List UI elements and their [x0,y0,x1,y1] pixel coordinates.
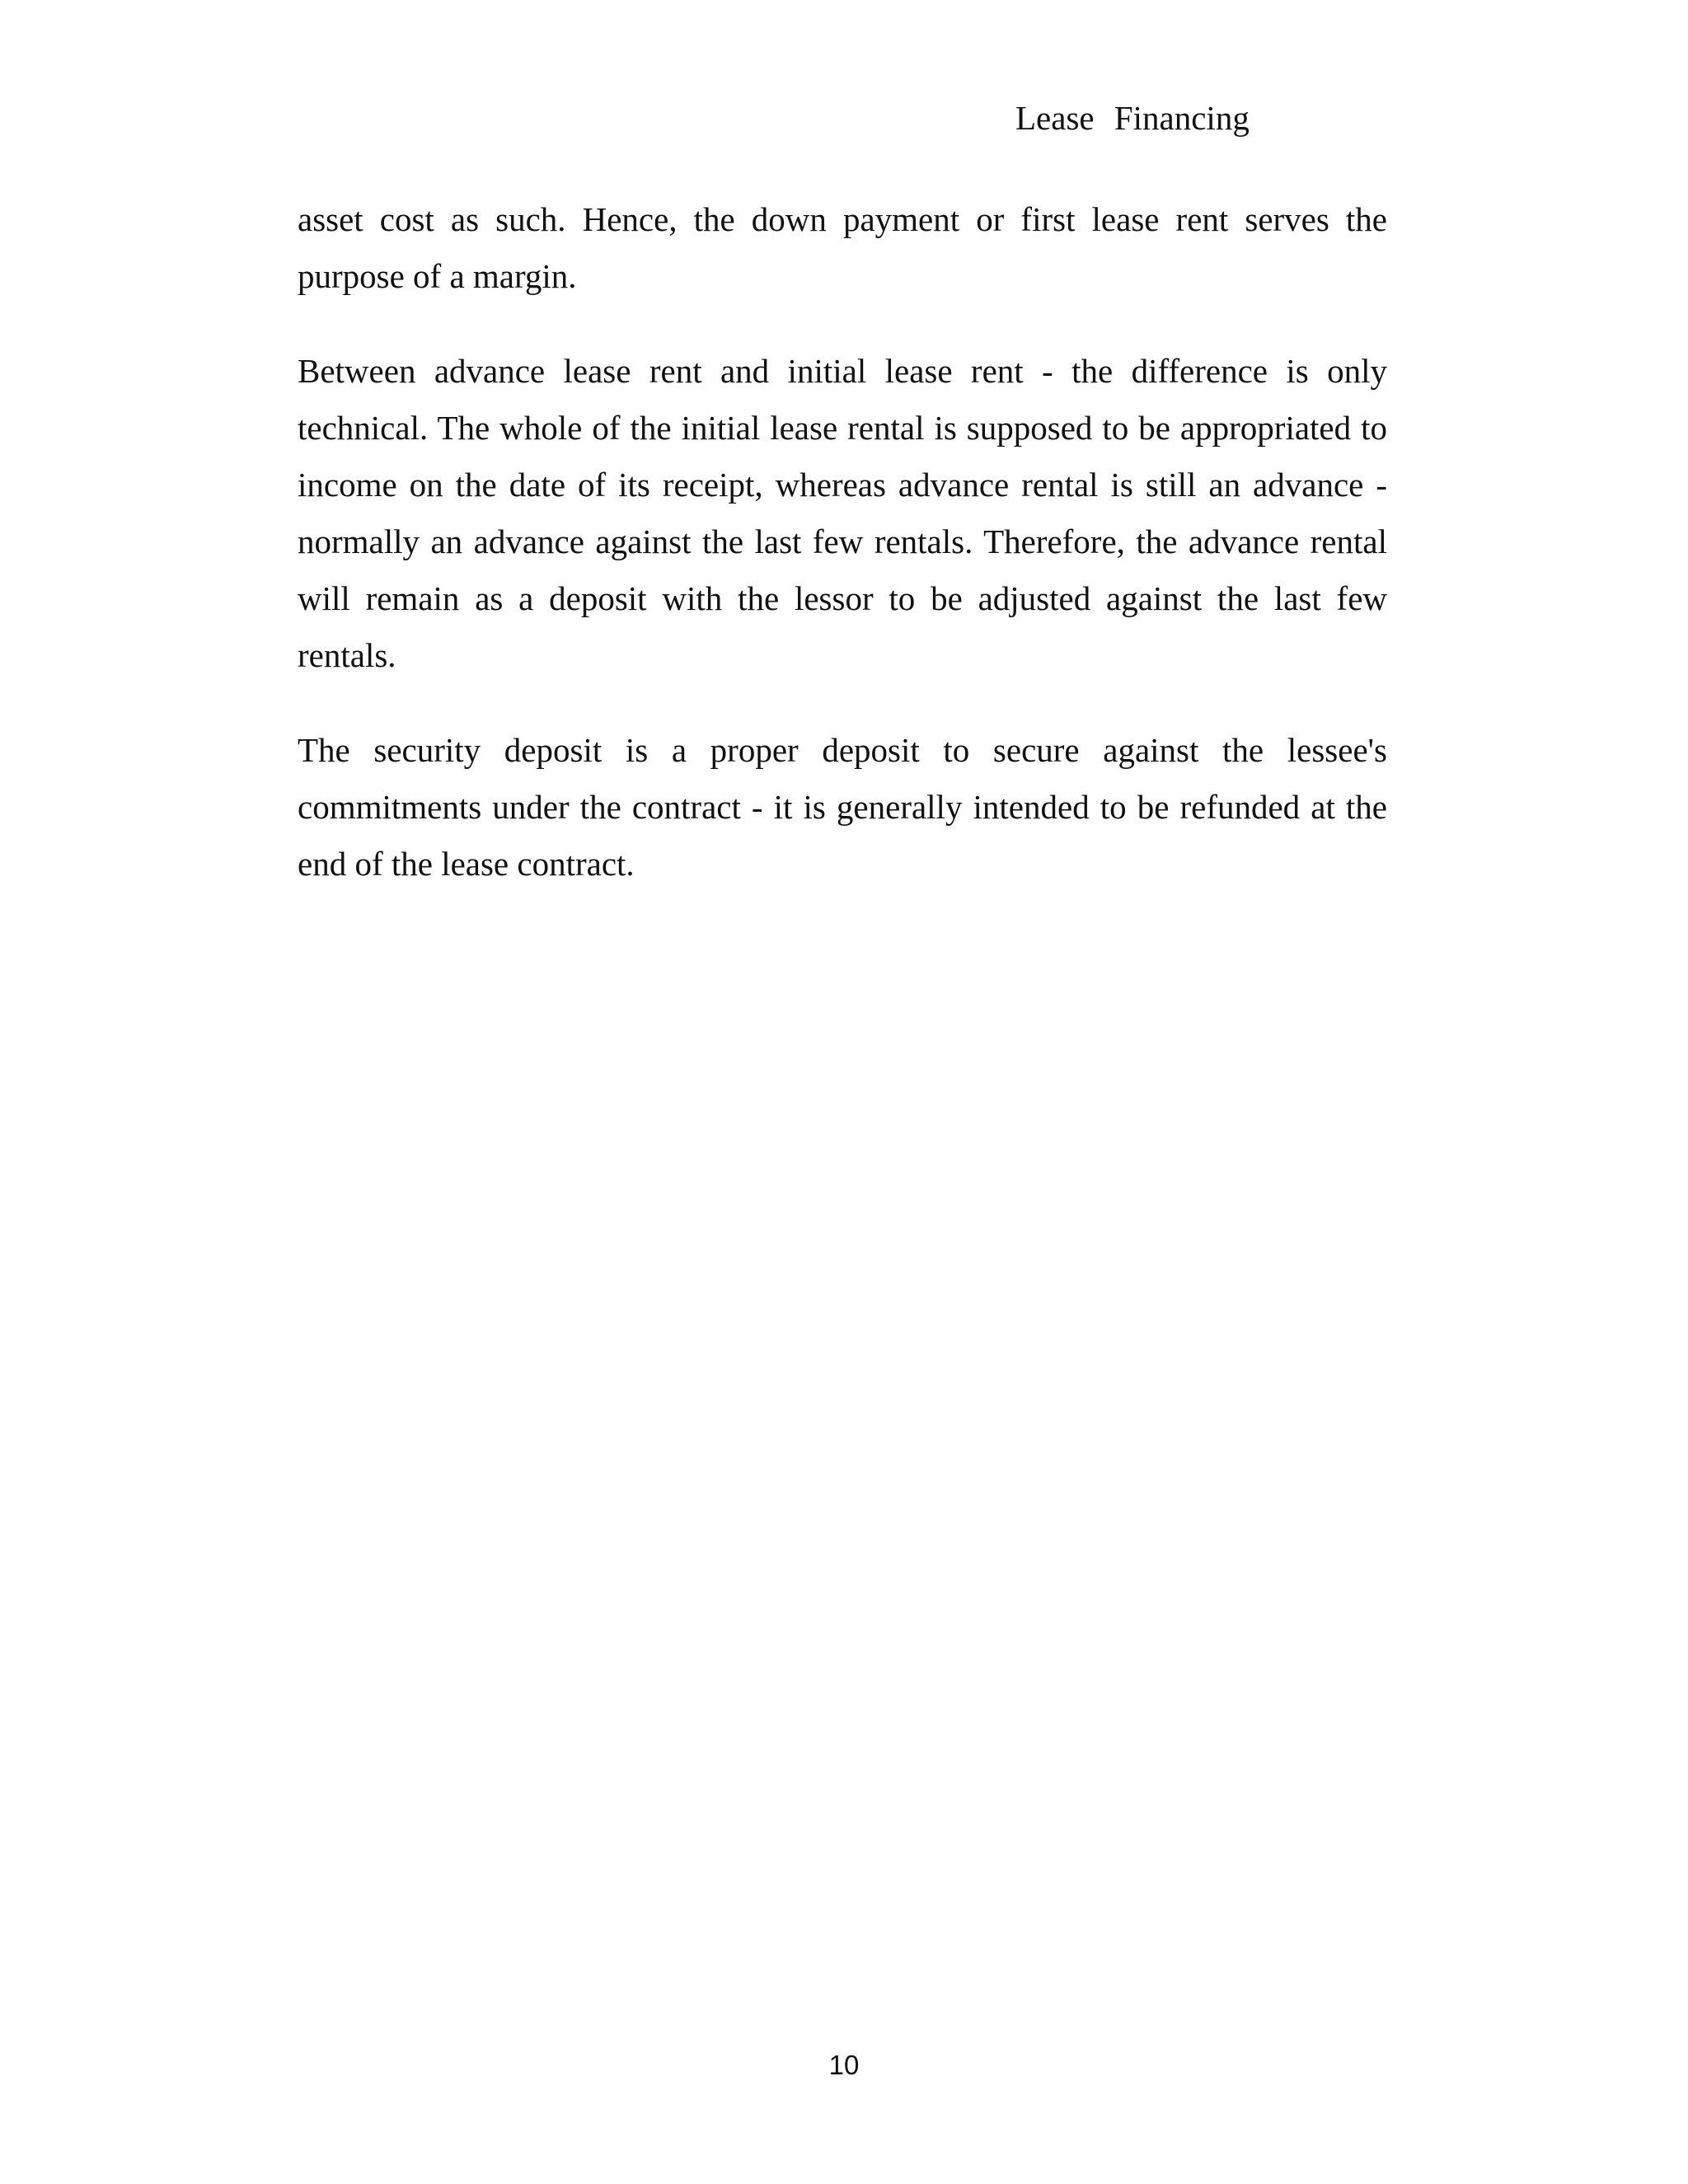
running-header: Lease Financing [1015,99,1250,137]
page-number: 10 [828,2050,860,2080]
paragraph-margin: asset cost as such. Hence, the down payment or first lease rent serves the purpose of a margin. [298,200,1387,295]
body-text [298,191,1387,930]
paragraph-security-deposit: The security deposit is a proper deposit to secure against the lessee's commitments under the contract - it is generally intended to be refunded at the end of the lease contract. [298,731,1387,883]
paragraph-advance-vs-initial-rent: Between advance lease rent and initial lease rent - the difference is only technical. The whole of the initial lease rental is supposed to be appropriated to income on the date of its receipt, whereas advance rental is still an advance - normally an advance against the last few rentals. Therefore, the advance rental will remain as a deposit with the lessor to be adjusted against the last few rentals. [298,352,1387,674]
